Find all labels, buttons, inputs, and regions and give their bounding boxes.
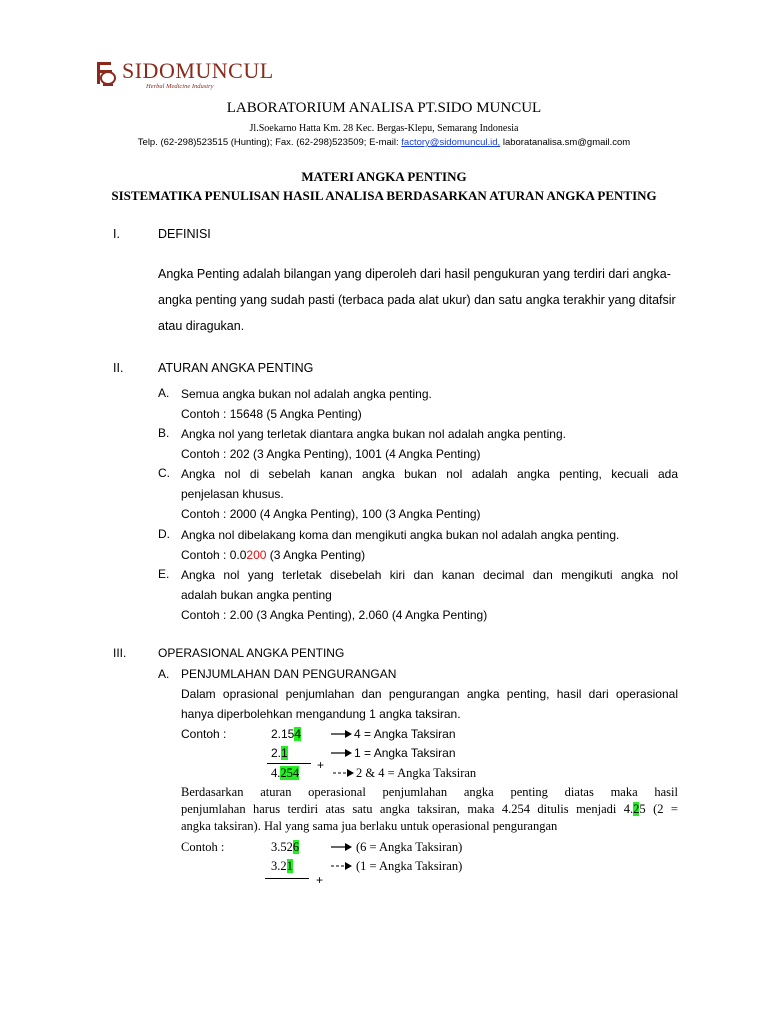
ex1-r2-note: 1 = Angka Taksiran: [354, 746, 456, 760]
rule-d: [181, 525, 678, 565]
ex2-r1-digits: 3.52: [271, 840, 293, 854]
lab-address: Jl.Soekarno Hatta Km. 28 Kec. Bergas-Klepu, Semarang Indonesia: [249, 123, 519, 134]
example-2-row-1: [271, 840, 299, 855]
explanation-estimate: 2: [633, 802, 640, 816]
example-1-row-3: [271, 766, 299, 781]
explanation-line-2-a: penjumlahan harus terdiri atas satu angka taksiran, maka 4.254 ditulis menjadi 4.: [181, 802, 634, 816]
rule-b-letter: B.: [158, 426, 170, 440]
ex2-r2-estimate: 1: [286, 859, 293, 873]
plus-sign: +: [317, 758, 325, 772]
rule-e-example: Contoh : 2.00 (3 Angka Penting), 2.060 (4 Angka Penting): [181, 608, 488, 622]
definition-line-2: angka penting yang sudah pasti (terbaca pada alat ukur) dan satu angka terakhir yang ditafsir: [158, 293, 676, 307]
explanation-line-2: [181, 801, 678, 818]
arrow-icon: [331, 729, 353, 739]
rule-c-text-2: penjelasan khusus.: [181, 487, 284, 501]
ex2-r2-digits: 3.2: [271, 859, 287, 873]
rule-b-example: Contoh : 202 (3 Angka Penting), 1001 (4 Angka Penting): [181, 447, 481, 461]
rule-a-text: Semua angka bukan nol adalah angka penting.: [181, 387, 432, 401]
arrow-icon: [331, 861, 353, 871]
rule-e: [181, 565, 678, 625]
rule-e-text-1: Angka nol yang terletak disebelah kiri dan kanan decimal dan mengikuti angka nol: [181, 568, 678, 582]
example-2-label: Contoh :: [181, 840, 225, 854]
operational-intro-line-2: hanya diperbolehkan mengandung 1 angka taksiran.: [181, 707, 461, 721]
section-1-heading: DEFINISI: [158, 227, 211, 241]
explanation-line-3: angka taksiran). Hal yang sama jua berlaku untuk operasional pengurangan: [181, 819, 558, 833]
ex1-r3-digits: 4.: [271, 766, 281, 780]
lab-contact: [0, 137, 768, 148]
rule-d-text: Angka nol dibelakang koma dan mengikuti angka bukan nol adalah angka penting.: [181, 528, 620, 542]
example-1-label: Contoh :: [181, 727, 227, 741]
example-2-row-2: [271, 859, 293, 874]
rule-c-letter: C.: [158, 466, 170, 480]
rule-d-example-suffix: (3 Angka Penting): [266, 548, 366, 562]
contact-prefix: Telp. (62-298)523515 (Hunting); Fax. (62-298)523509; E-mail:: [137, 137, 402, 148]
subsection-a-heading: PENJUMLAHAN DAN PENGURANGAN: [181, 667, 397, 681]
section-1-number: I.: [113, 227, 120, 241]
logo-tagline: Herbal Medicine Industry: [146, 83, 214, 90]
plus-sign-2: +: [316, 873, 324, 887]
rule-a-letter: A.: [158, 386, 170, 400]
difference-line: [265, 878, 309, 879]
subsection-a-letter: A.: [158, 667, 170, 681]
rule-b: [181, 424, 678, 464]
doc-subtitle: SISTEMATIKA PENULISAN HASIL ANALISA BERDASARKAN ATURAN ANGKA PENTING: [111, 188, 657, 203]
definition-line-3: atau diragukan.: [158, 319, 245, 333]
rule-c: [181, 464, 678, 524]
definition-paragraph: [158, 261, 678, 339]
rule-c-example: Contoh : 2000 (4 Angka Penting), 100 (3 Angka Penting): [181, 507, 481, 521]
ex2-r2-note: (1 = Angka Taksiran): [356, 859, 463, 873]
section-3-number: III.: [113, 646, 127, 660]
arrow-icon: [331, 748, 353, 758]
rule-e-letter: E.: [158, 567, 170, 581]
section-2-number: II.: [113, 361, 124, 375]
operational-intro-line-1: Dalam oprasional penjumlahan dan pengurangan angka penting, hasil dari operasional: [181, 687, 678, 701]
section-2-heading: ATURAN ANGKA PENTING: [158, 361, 314, 375]
example-1-row-2: [271, 746, 288, 760]
contact-suffix: laboratanalisa.sm@gmail.com: [500, 137, 631, 148]
sum-line: [267, 763, 311, 764]
ex2-r1-estimate: 6: [292, 840, 300, 854]
email-link[interactable]: factory@sidomuncul.id,: [401, 137, 501, 148]
explanation-paragraph: [181, 784, 678, 835]
section-3-heading: OPERASIONAL ANGKA PENTING: [158, 646, 345, 660]
logo-wordmark: SIDOMUNCUL: [122, 58, 274, 83]
ex1-r1-note: 4 = Angka Taksiran: [354, 727, 456, 741]
rule-c-text-1: Angka nol di sebelah kanan angka bukan nol adalah angka penting, kecuali ada: [181, 467, 678, 481]
rule-d-example-prefix: Contoh : 0.0: [181, 548, 247, 562]
definition-line-1: Angka Penting adalah bilangan yang diperoleh dari hasil pengukuran yang terdiri dari angka-: [158, 267, 671, 281]
explanation-line-2-b: 5 (2 =: [639, 802, 678, 816]
rule-d-example: [181, 545, 678, 565]
rule-d-letter: D.: [158, 527, 170, 541]
arrow-icon: [333, 768, 355, 778]
rule-e-text-2: adalah bukan angka penting: [181, 588, 332, 602]
ex1-r3-estimate: 254: [280, 766, 300, 780]
rule-a: [181, 384, 678, 424]
ex1-r2-digits: 2.: [271, 746, 282, 760]
ex1-r1-estimate: 4: [294, 727, 302, 741]
doc-title: MATERI ANGKA PENTING: [301, 169, 467, 184]
rule-a-example: Contoh : 15648 (5 Angka Penting): [181, 407, 362, 421]
example-1-row-1: [271, 727, 301, 741]
arrow-icon: [331, 842, 353, 852]
operational-intro: [181, 684, 678, 724]
rule-b-text: Angka nol yang terletak diantara angka bukan nol adalah angka penting.: [181, 427, 566, 441]
explanation-line-1: Berdasarkan aturan operasional penjumlahan angka penting diatas maka hasil: [181, 785, 678, 799]
lab-title: LABORATORIUM ANALISA PT.SIDO MUNCUL: [226, 100, 542, 116]
rule-d-example-red: 200: [246, 548, 267, 562]
ex1-r3-note: 2 & 4 = Angka Taksiran: [356, 766, 477, 780]
ex2-r1-note: (6 = Angka Taksiran): [356, 840, 463, 854]
ex1-r1-digits: 2.15: [271, 727, 295, 741]
ex1-r2-estimate: 1: [281, 746, 288, 760]
